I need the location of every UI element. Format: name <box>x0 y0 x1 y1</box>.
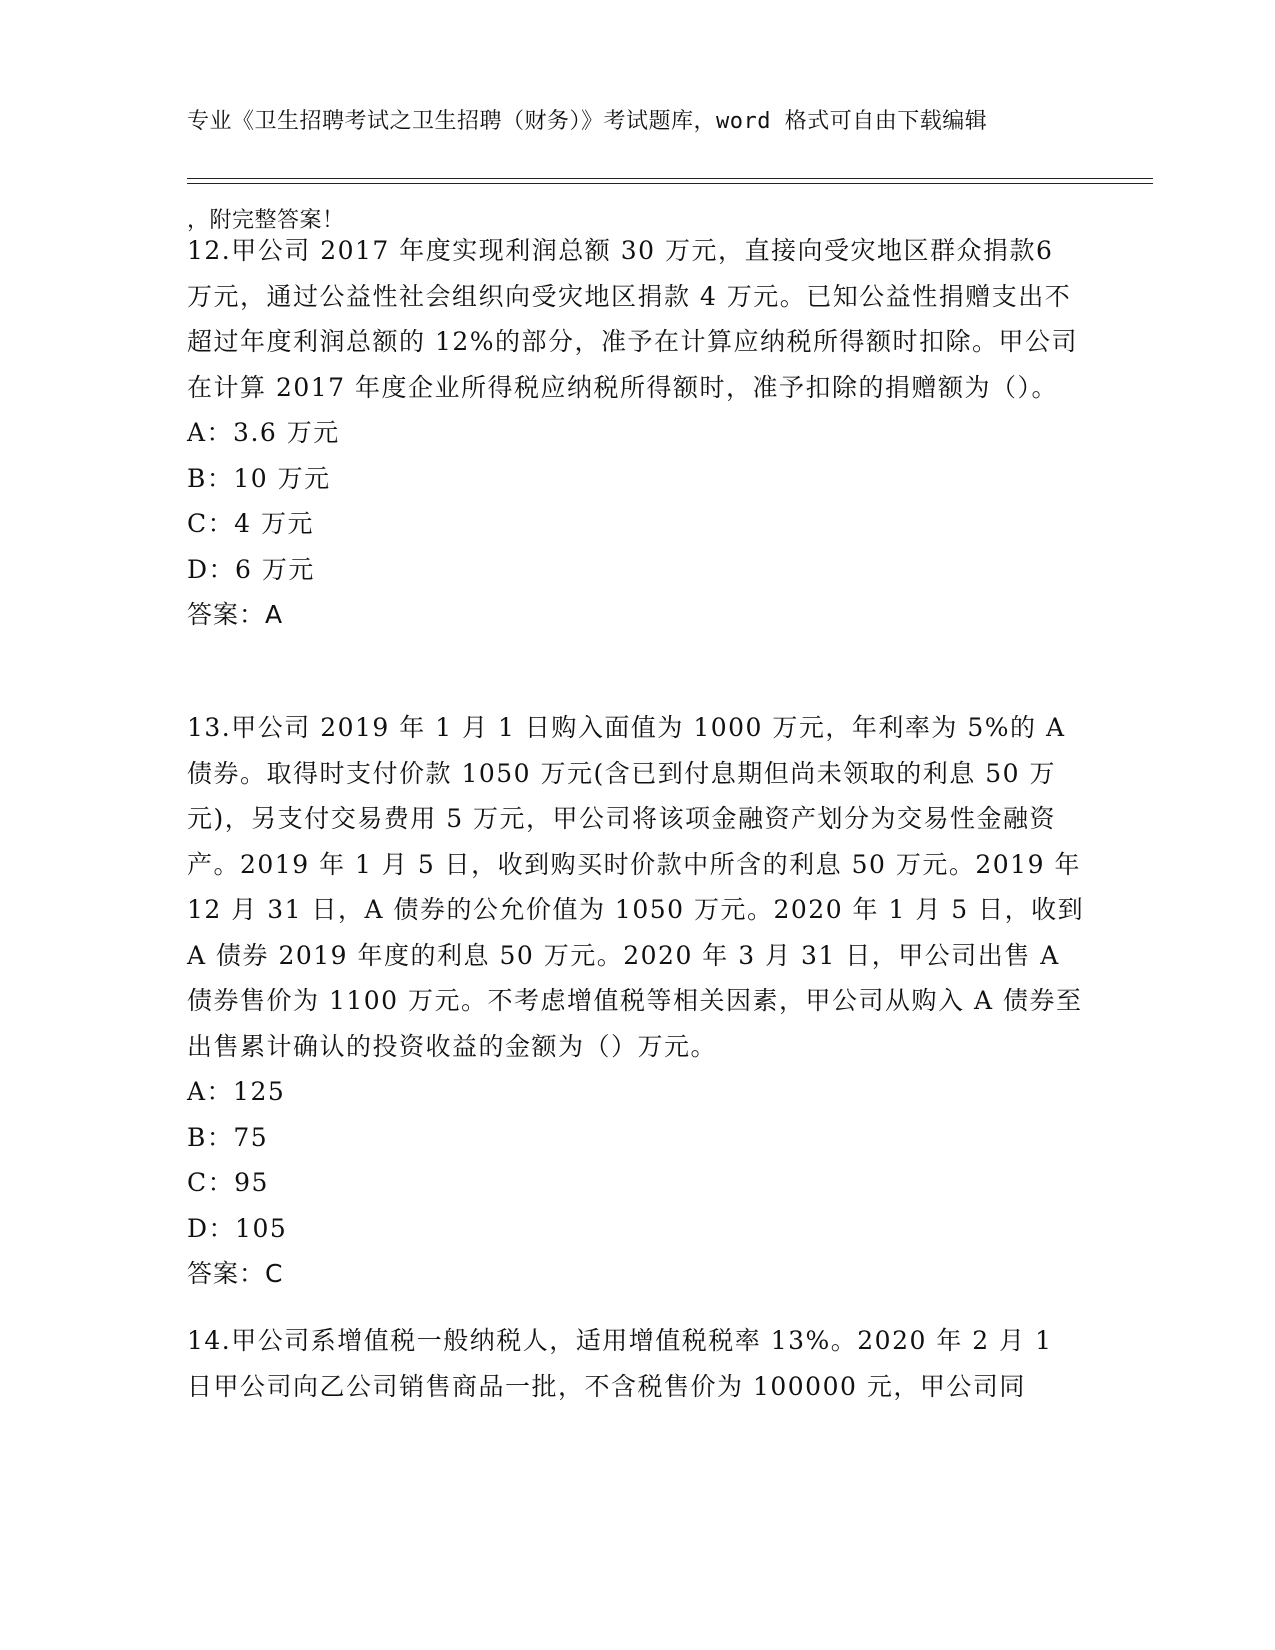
header-divider-bottom <box>187 183 1153 184</box>
option-a: A：125 <box>187 1077 286 1106</box>
option-b: B：10 万元 <box>187 463 331 493</box>
header-line-1: 专业《卫生招聘考试之卫生招聘（财务）》考试题库，word 格式可自由下载编辑 <box>187 109 988 134</box>
question-14 <box>187 1318 1087 1409</box>
option-d: D：6 万元 <box>187 554 315 584</box>
option-c: C：4 万元 <box>187 509 314 538</box>
header-line-2: ，附完整答案！ <box>187 208 345 233</box>
question-12 <box>187 228 1087 638</box>
question-13 <box>187 705 1087 1297</box>
answer-label: 答案：C <box>187 1259 284 1288</box>
question-text: 13.甲公司 2019 年 1 月 1 日购入面值为 1000 万元，年利率为 5%的 A 债券。取得时支付价款 1050 万元(含已到付息期但尚未领取的利息 50 万元)，另支付交易费用 5 万元，甲公司将该项金融资产划分为交易性金融资产。2019 年 1 月 5 日，收到购买时价款中所含的利息 50 万元。2019 年 12 月 31 日，A 债券的公允价值为 1050 万元。2020 年 1 月 5 日，收到 A 债券 2019 年度的利息 50 万元。2020 年 3 月 31 日，甲公司出售 A 债券售价为 1100 万元。不考虑增值税等相关因素，甲公司从购入 A 债券至出售累计确认的投资收益的金额为（）万元。 <box>187 713 1085 1061</box>
option-d: D：105 <box>187 1213 288 1243</box>
header-divider-top <box>187 178 1153 179</box>
question-text: 14.甲公司系增值税一般纳税人，适用增值税税率 13%。2020 年 2 月 1 日甲公司向乙公司销售商品一批，不含税售价为 100000 元，甲公司同 <box>187 1326 1053 1401</box>
answer-label: 答案：A <box>187 600 284 629</box>
document-header <box>187 72 1087 237</box>
question-text: 12.甲公司 2017 年度实现利润总额 30 万元，直接向受灾地区群众捐款6 万元，通过公益性社会组织向受灾地区捐款 4 万元。已知公益性捐赠支出不超过年度利润总额的 12%的部分，准予在计算应纳税所得额时扣除。甲公司在计算 2017 年度企业所得税应纳税所得额时，准予扣除的捐赠额为（）。 <box>187 236 1079 402</box>
option-c: C：95 <box>187 1168 269 1197</box>
option-b: B：75 <box>187 1122 269 1152</box>
option-a: A：3.6 万元 <box>187 418 340 447</box>
